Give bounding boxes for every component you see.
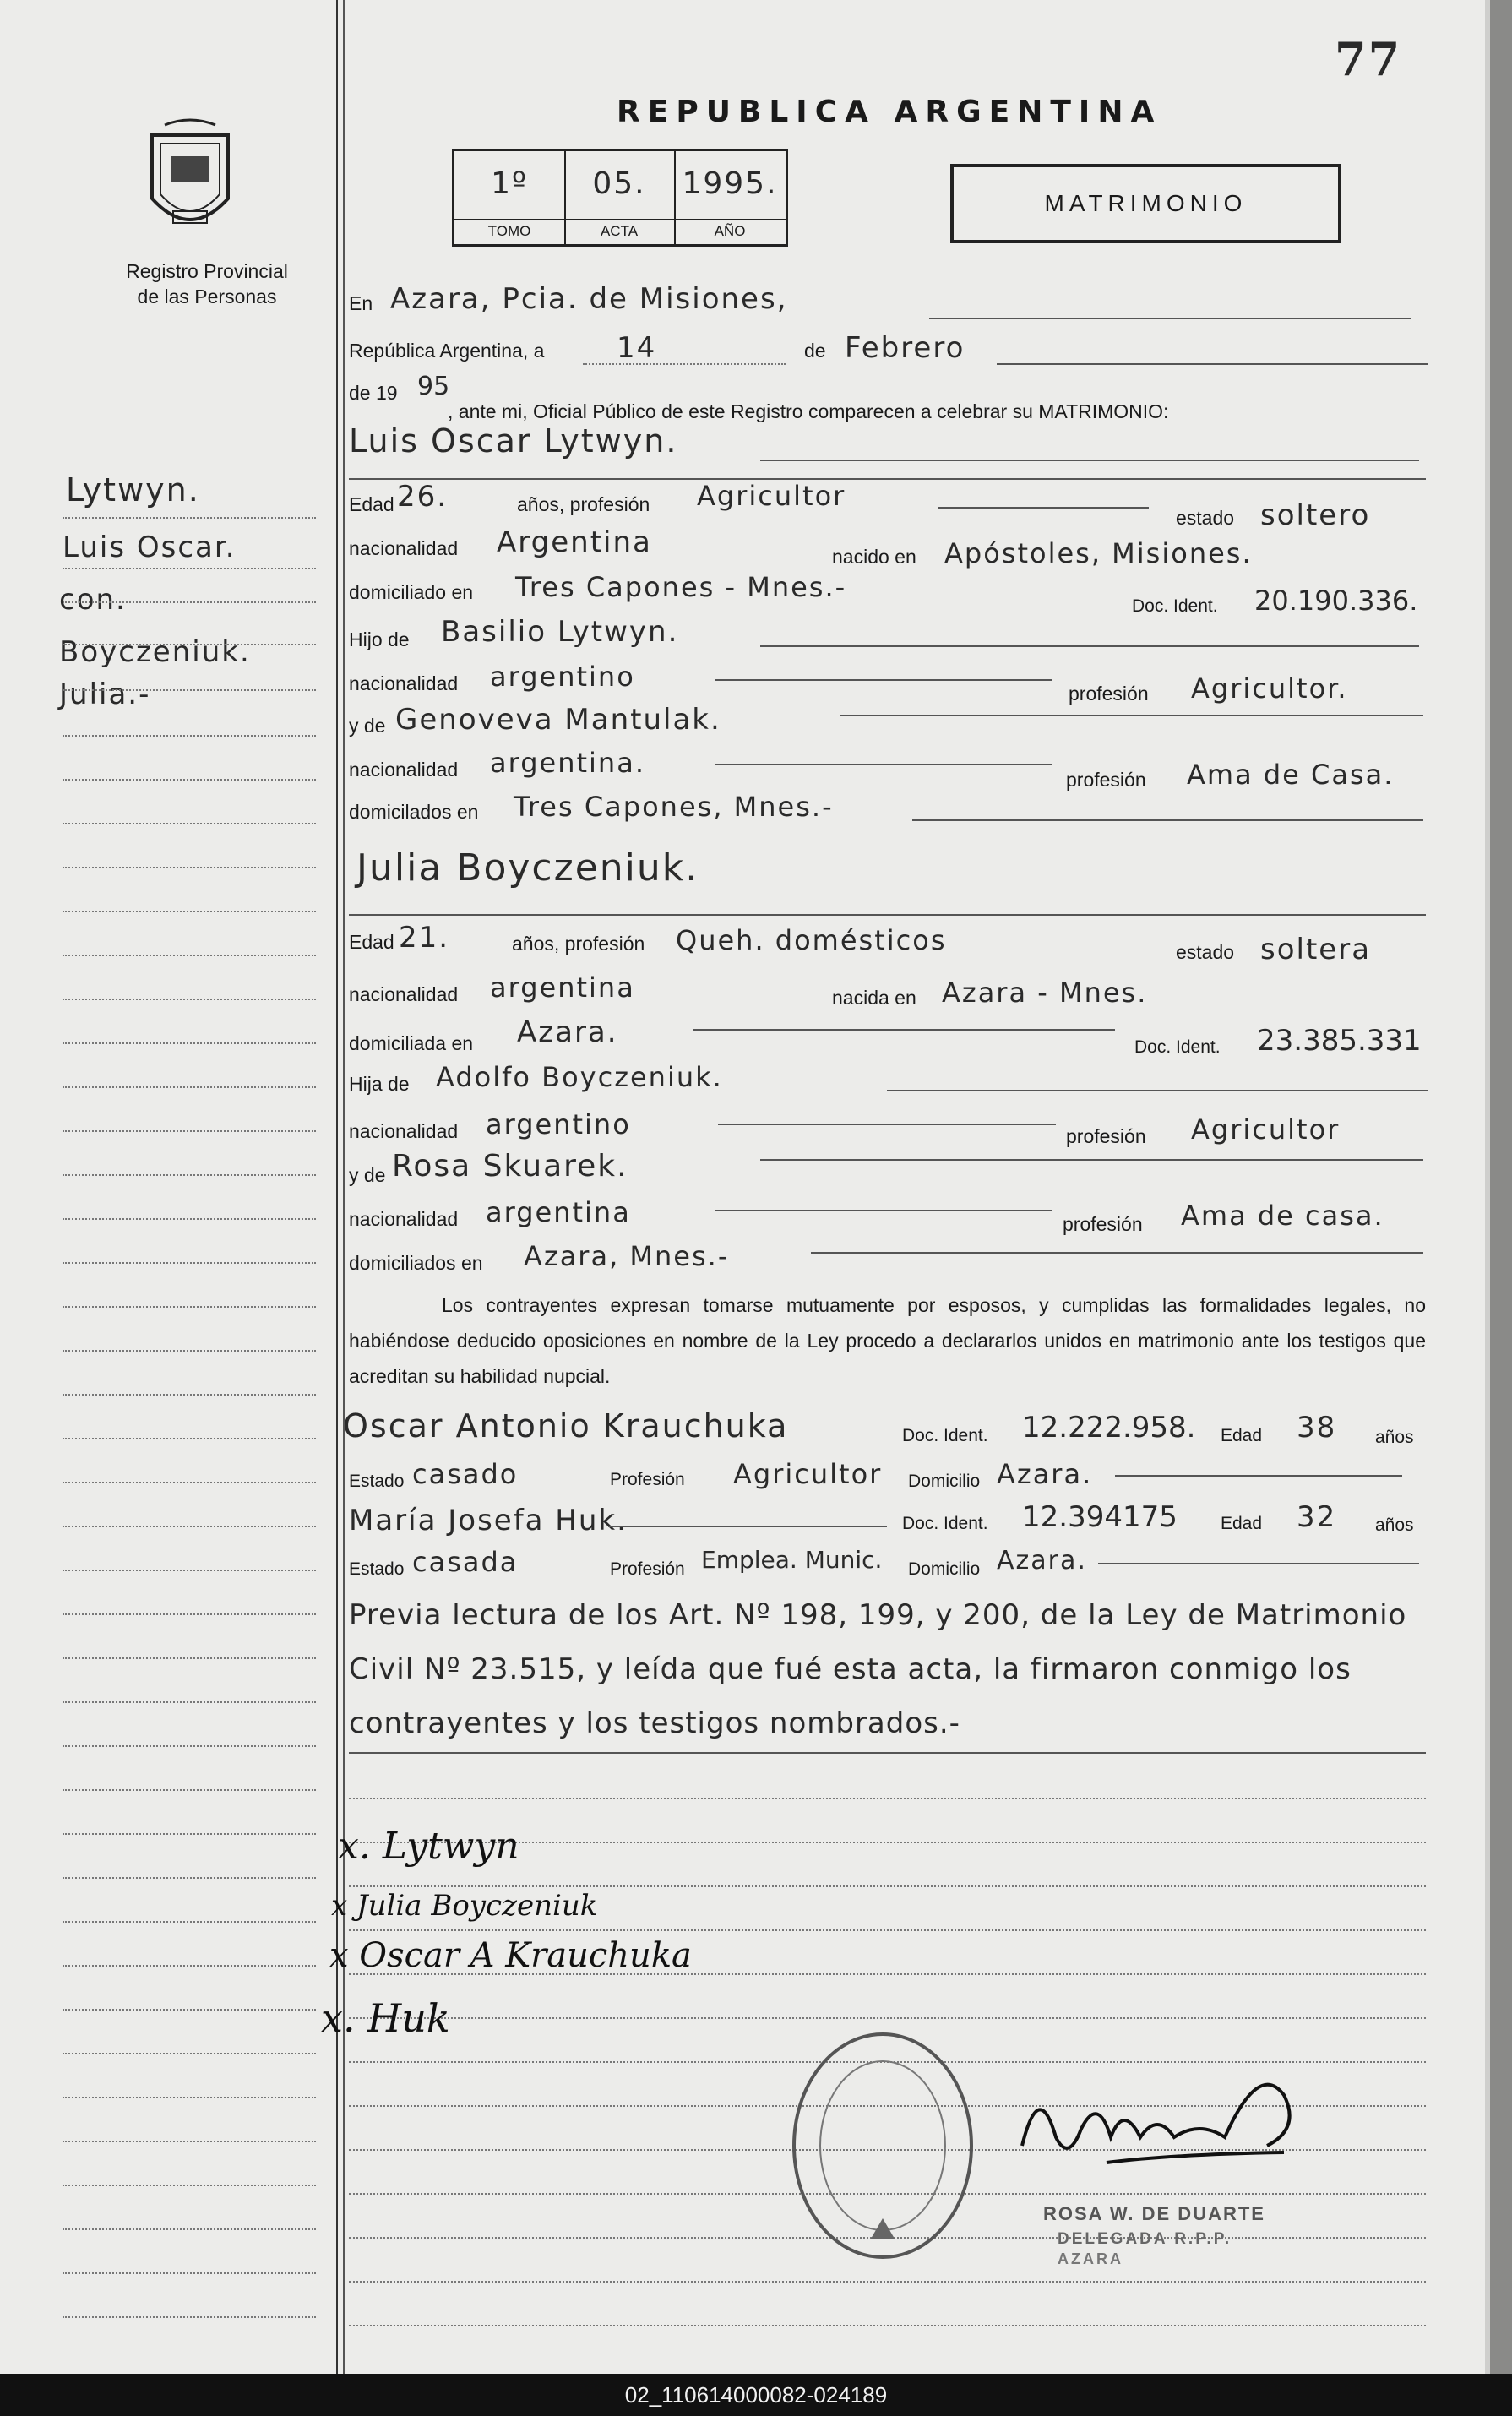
bride-father: Adolfo Boyczeniuk. (436, 1061, 723, 1093)
groom-nacido-label: nacido en (832, 546, 916, 568)
bride-father-profession: Agricultor (1191, 1113, 1341, 1145)
witness1-doc: 12.222.958. (1022, 1411, 1196, 1445)
republica-label: República Argentina, a (349, 340, 545, 362)
groom-mother-profession: Ama de Casa. (1187, 759, 1395, 791)
witness1-age: 38 (1297, 1411, 1337, 1445)
witness2-profession: Emplea. Munic. (701, 1546, 883, 1574)
witness1-domicile: Azara. (997, 1458, 1093, 1490)
groom-mother-nationality: argentina. (490, 747, 645, 779)
acta-value: 05. (592, 166, 646, 201)
groom-father-prof-label: profesión (1069, 683, 1149, 705)
republic-title: REPUBLICA ARGENTINA (617, 95, 1162, 129)
day: 14 (617, 331, 657, 365)
margin-note-line-5: Julia.- (59, 677, 151, 711)
groom-profession: Agricultor (697, 480, 846, 512)
witness2-prof-label: Profesión (610, 1559, 685, 1579)
bride-mother-prof-label: profesión (1063, 1213, 1143, 1235)
groom-hijo-label: Hijo de (349, 628, 410, 650)
place: Azara, Pcia. de Misiones, (390, 282, 788, 316)
folio-number: 77 (1335, 32, 1402, 86)
witness2-anos-label: años (1375, 1515, 1414, 1535)
bride-parents-domicile: Azara, Mnes.- (524, 1240, 730, 1272)
groom-birthplace: Apóstoles, Misiones. (944, 537, 1253, 569)
groom-parents-domicile: Tres Capones, Mnes.- (514, 791, 834, 823)
bride-mother-profession: Ama de casa. (1181, 1200, 1384, 1232)
bride-yde-label: y de (349, 1164, 386, 1186)
witness1-name: Oscar Antonio Krauchuka (343, 1407, 789, 1445)
year-prefix: de 19 (349, 382, 398, 404)
groom-doc: 20.190.336. (1254, 585, 1418, 617)
bride-mother: Rosa Skuarek. (392, 1149, 628, 1184)
witness2-dom-label: Domicilio (908, 1559, 981, 1579)
year: 95 (417, 372, 450, 401)
groom-edad-label: Edad (349, 493, 394, 515)
closing-note: Previa lectura de los Art. Nº 198, 199, y 200, de la Ley de Matrimonio Civil Nº 23.515, y leída que fué esta acta, la firmaron conmigo los contrayentes y los testigos nombrados.- (349, 1598, 1407, 1740)
bride-nacionalidad-label: nacionalidad (349, 983, 459, 1005)
groom-mother: Genoveva Mantulak. (395, 703, 721, 737)
witness2-doc: 12.394175 (1022, 1500, 1178, 1534)
provincial-seal-icon (135, 118, 245, 245)
ano-value: 1995. (682, 166, 778, 201)
groom-father-profession: Agricultor. (1191, 672, 1348, 705)
declaration-text: Los contrayentes expresan tomarse mutuamente por esposos, y cumplidas las formalidades legales, no habiéndose deducido oposiciones en nombre de la Ley procedo a declararlos unidos en matrimonio ante los testigos que acreditan su habilidad nupcial. (349, 1294, 1426, 1387)
page-edge (1490, 0, 1512, 2374)
bride-doc-label: Doc. Ident. (1134, 1037, 1221, 1057)
groom-nationality: Argentina (497, 525, 652, 559)
bride-age: 21. (399, 921, 450, 955)
groom-father-nat-label: nacionalidad (349, 672, 459, 694)
de-label: de (804, 340, 826, 362)
officer-stamp-name: ROSA W. DE DUARTE (1043, 2203, 1265, 2224)
margin-note-line-2: Luis Oscar. (63, 531, 237, 564)
en-label: En (349, 292, 373, 314)
groom-doc-label: Doc. Ident. (1132, 596, 1218, 616)
groom-mother-nat-label: nacionalidad (349, 759, 459, 781)
document-type: MATRIMONIO (950, 164, 1341, 243)
bride-parents-dom-label: domiciliados en (349, 1252, 483, 1274)
bride-civil-status: soltera (1260, 933, 1372, 966)
bride-father-nat-label: nacionalidad (349, 1120, 459, 1142)
groom-domicile: Tres Capones - Mnes.- (515, 571, 847, 603)
witness2-doc-label: Doc. Ident. (902, 1514, 988, 1533)
acta-cell (564, 151, 676, 244)
tomo-value: 1º (491, 166, 528, 201)
officer-text: , ante mi, Oficial Público de este Registro comparecen a celebrar su MATRIMONIO: (448, 400, 1169, 422)
groom-estado-label: estado (1176, 507, 1235, 529)
groom-parents-dom-label: domicilados en (349, 801, 479, 823)
ano-cell (674, 151, 786, 244)
bride-hija-label: Hija de (349, 1073, 410, 1095)
officer-stamp-place: AZARA (1058, 2250, 1123, 2267)
groom-father-nationality: argentino (490, 661, 635, 693)
groom-father: Basilio Lytwyn. (441, 615, 679, 649)
bride-doc: 23.385.331 (1257, 1024, 1422, 1058)
tomo-label: TOMO (454, 219, 564, 240)
witness1-estado-label: Estado (349, 1472, 405, 1491)
signature-bride: x Julia Boyczeniuk (331, 1889, 598, 1923)
bride-birthplace: Azara - Mnes. (942, 977, 1148, 1009)
bride-mother-nationality: argentina (486, 1196, 631, 1228)
witness1-doc-label: Doc. Ident. (902, 1426, 988, 1445)
acta-label: ACTA (564, 219, 674, 240)
bride-edad-label: Edad (349, 931, 394, 953)
margin-note-line-1: Lytwyn. (66, 471, 200, 509)
groom-age: 26. (397, 480, 449, 514)
groom-civil-status: soltero (1260, 498, 1371, 532)
groom-name: Luis Oscar Lytwyn. (349, 422, 678, 460)
officer-stamp-title: DELEGADA R.P.P. (1058, 2230, 1232, 2248)
official-stamp-icon (790, 2027, 976, 2264)
bride-name: Julia Boyczeniuk. (356, 846, 699, 890)
witness1-prof-label: Profesión (610, 1470, 685, 1489)
groom-domiciliado-label: domiciliado en (349, 581, 474, 603)
footer-id: 02_110614000082-024189 (0, 2374, 1512, 2416)
groom-nacionalidad-label: nacionalidad (349, 537, 459, 559)
officer-signature-icon (1005, 2044, 1326, 2188)
margin-note-line-3: con. (59, 583, 127, 617)
witness2-age: 32 (1297, 1500, 1337, 1534)
bride-nationality: argentina (490, 971, 635, 1004)
witness2-domicile: Azara. (997, 1546, 1087, 1575)
witness2-estado-label: Estado (349, 1559, 405, 1579)
bride-domicile: Azara. (517, 1015, 618, 1049)
witness2-name: María Josefa Huk. (349, 1504, 628, 1537)
bride-father-prof-label: profesión (1066, 1125, 1146, 1147)
registry-name: Registro Provincial de las Personas (126, 260, 288, 307)
groom-mother-prof-label: profesión (1066, 769, 1146, 791)
witness2-civil-status: casada (412, 1546, 519, 1578)
signature-witness2: x. Huk (321, 1995, 450, 2041)
ano-label: AÑO (674, 219, 786, 240)
groom-anos-profesion-label: años, profesión (517, 493, 650, 515)
signature-groom: x. Lytwyn (338, 1825, 519, 1868)
bride-anos-profesion-label: años, profesión (512, 933, 645, 955)
bride-nacida-label: nacida en (832, 987, 916, 1009)
bride-mother-nat-label: nacionalidad (349, 1208, 459, 1230)
signature-witness1: x Oscar A Krauchuka (329, 1936, 692, 1975)
bride-father-nationality: argentino (486, 1108, 631, 1140)
witness1-civil-status: casado (412, 1458, 519, 1490)
witness1-edad-label: Edad (1221, 1426, 1263, 1445)
tomo-cell (454, 151, 566, 244)
witness1-profession: Agricultor (733, 1458, 883, 1490)
witness1-dom-label: Domicilio (908, 1472, 981, 1491)
record-box (452, 149, 788, 247)
bride-profession: Queh. domésticos (676, 924, 947, 956)
bride-estado-label: estado (1176, 941, 1235, 963)
margin-note-line-4: Boyczeniuk. (59, 635, 251, 669)
witness2-edad-label: Edad (1221, 1514, 1263, 1533)
groom-yde-label: y de (349, 715, 386, 737)
month: Febrero (845, 331, 965, 365)
bride-domiciliada-label: domiciliada en (349, 1032, 474, 1054)
witness1-anos-label: años (1375, 1428, 1414, 1447)
